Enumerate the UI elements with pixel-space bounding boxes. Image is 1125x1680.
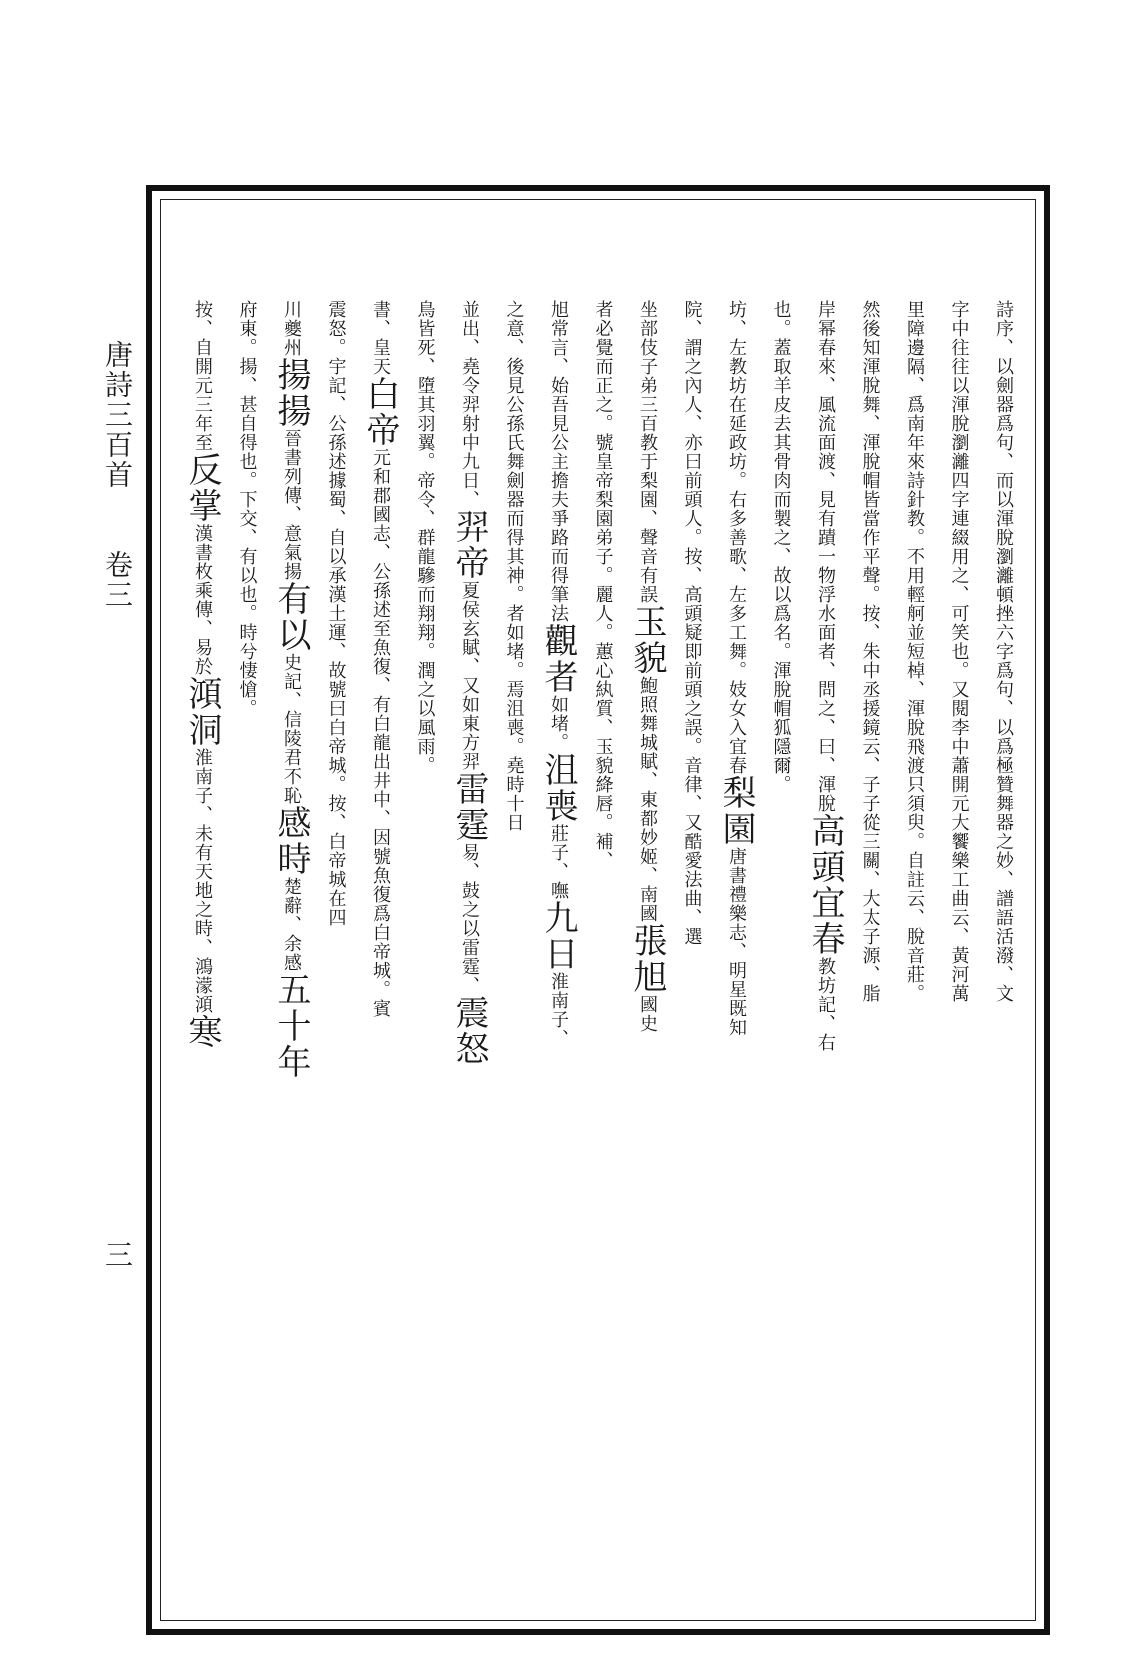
commentary: 鮑照舞城賦、東都妙姬、南國 [637, 676, 658, 923]
commentary: 震怒。 [325, 300, 347, 357]
headword: 雷霆 [449, 771, 489, 843]
text-column [936, 300, 981, 1610]
text-column [580, 300, 625, 1610]
annotation-text [175, 300, 1025, 1610]
commentary: 宇記、公孫述據蜀、自以承漢土運、故號曰白帝城。按、白帝城在四 [325, 357, 347, 927]
commentary: 里障邊隔、爲南年來詩針教。不用輕舸並短棹、渾脫飛渡只須臾。自註云、脫音莊。 [904, 300, 925, 1003]
commentary: 漢書枚乘傳、易於 [192, 524, 213, 676]
text-column [669, 300, 714, 1610]
commentary: 岸幂春來、風流面渡、見有蹟一物浮水面者、問之、曰、渾脫 [815, 300, 836, 813]
commentary: 焉沮喪。 [503, 680, 525, 756]
text-column [491, 300, 536, 1610]
commentary: 並出、堯令羿射中九日、 [459, 300, 480, 509]
text-column [358, 300, 403, 1610]
commentary: 書、皇天 [370, 300, 391, 376]
commentary: 莊子、嘸 [548, 824, 569, 900]
commentary: 者必覺而正之。號皇帝梨園弟子。 [592, 300, 614, 585]
commentary: 坐部伎子弟三百教于梨園、聲音有誤 [637, 300, 658, 604]
headword: 九日 [538, 900, 578, 972]
text-column [714, 300, 759, 1610]
text-column [402, 300, 447, 1610]
commentary: 時兮悽愴。 [236, 623, 258, 718]
page-number: 三 [101, 1240, 134, 1268]
text-column [803, 300, 848, 1610]
commentary: 淮南子、未有天地之時、鴻濛澒 [192, 748, 213, 1014]
headword: 有以 [271, 581, 311, 653]
headword: 感時 [271, 805, 311, 877]
commentary: 教坊記、右 [815, 957, 836, 1052]
text-column [175, 300, 180, 1610]
commentary: 之意、後見公孫氏舞劍器而得其神。 [503, 300, 525, 604]
commentary: 按、自開元三年至 [192, 300, 213, 452]
commentary: 唐書禮樂志、明星既知 [726, 847, 747, 1037]
text-column [847, 300, 892, 1610]
commentary: 夏侯玄賦、又如東方羿 [459, 581, 480, 771]
headword: 白帝 [360, 376, 400, 448]
headword: 玉貌 [627, 604, 667, 676]
commentary: 然後知渾脫舞、渾脫帽皆當作平聲。按、朱中丞援鏡云、子子從三關、大太子源、脂 [859, 300, 881, 1003]
text-column [758, 300, 803, 1610]
commentary: 帝令、群龍驂而翔翔。 [414, 471, 436, 661]
commentary: 麗人。蕙心紈質、玉貌絳唇。 [592, 585, 614, 832]
commentary: 晉書列傳、意氣揚 [281, 429, 302, 581]
commentary: 淮南子、 [548, 972, 569, 1048]
commentary: 補、 [592, 832, 614, 870]
headword: 反掌 [182, 452, 222, 524]
commentary: 川夔州 [281, 300, 302, 357]
text-column [981, 300, 1026, 1610]
text-column [224, 300, 269, 1610]
headword: 高頭宜春 [805, 813, 845, 957]
commentary: 國史 [637, 995, 658, 1033]
commentary: 音律、又酷愛法曲、選 [681, 756, 703, 946]
headword: 寒 [182, 1014, 222, 1050]
commentary: 楚辭、余感 [281, 877, 302, 972]
commentary: 下交、有以也。 [236, 490, 258, 623]
commentary: 府東。 [236, 300, 258, 357]
commentary: 易、鼓之以雷霆、 [459, 843, 480, 995]
commentary: 字中往往以渾脫瀏灕四字連綴用之、可笑也。又閱李中蕭開元大饗樂工曲云、黃河萬 [948, 300, 970, 1003]
headword: 梨園 [716, 775, 756, 847]
headword: 沮喪 [538, 752, 578, 824]
headword: 張旭 [627, 923, 667, 995]
headword: 澒洞 [182, 676, 222, 748]
headword: 五十年 [271, 972, 311, 1080]
text-column [447, 300, 492, 1610]
text-column [892, 300, 937, 1610]
headword: 揚揚 [271, 357, 311, 429]
commentary: 潤之以風雨。 [414, 661, 436, 775]
commentary: 者如堵。 [503, 604, 525, 680]
book-title: 唐詩三百首 [101, 340, 134, 490]
commentary: 旭常言、始吾見公主擔夫爭路而得筆法 [548, 300, 569, 623]
commentary: 揚、甚自得也。 [236, 357, 258, 490]
page-margin [95, 340, 143, 1540]
commentary: 史記、信陵君不恥 [281, 653, 302, 805]
commentary: 如堵。 [548, 695, 569, 752]
text-column [269, 300, 314, 1610]
volume-label: 卷三 [101, 550, 134, 610]
commentary: 詩序、以劍器爲句、而以渾脫瀏灕頓挫六字爲句、以爲極贊舞器之妙、譜語活潑、文 [993, 300, 1014, 1003]
headword: 觀者 [538, 623, 578, 695]
text-column [313, 300, 358, 1610]
text-column [180, 300, 225, 1610]
headword: 羿帝 [449, 509, 489, 581]
commentary: 元和郡國志、公孫述至魚復、有白龍出井中、因號魚復爲白帝城。賓 [370, 448, 391, 1018]
commentary: 院、謂之內人、亦曰前頭人。按、高頭疑即前頭之誤。 [681, 300, 703, 756]
commentary: 鳥皆死、墮其羽翼。 [414, 300, 436, 471]
commentary: 也。蓋取羊皮去其骨肉而製之、故以爲名。渾脫帽狐隱爾。 [770, 300, 792, 794]
headword: 震怒 [449, 995, 489, 1067]
commentary: 堯時十日 [503, 756, 525, 832]
text-column [536, 300, 581, 1610]
text-column [625, 300, 670, 1610]
commentary: 坊、左教坊在延政坊。右多善歌、左多工舞。妓女入宜春 [726, 300, 747, 775]
